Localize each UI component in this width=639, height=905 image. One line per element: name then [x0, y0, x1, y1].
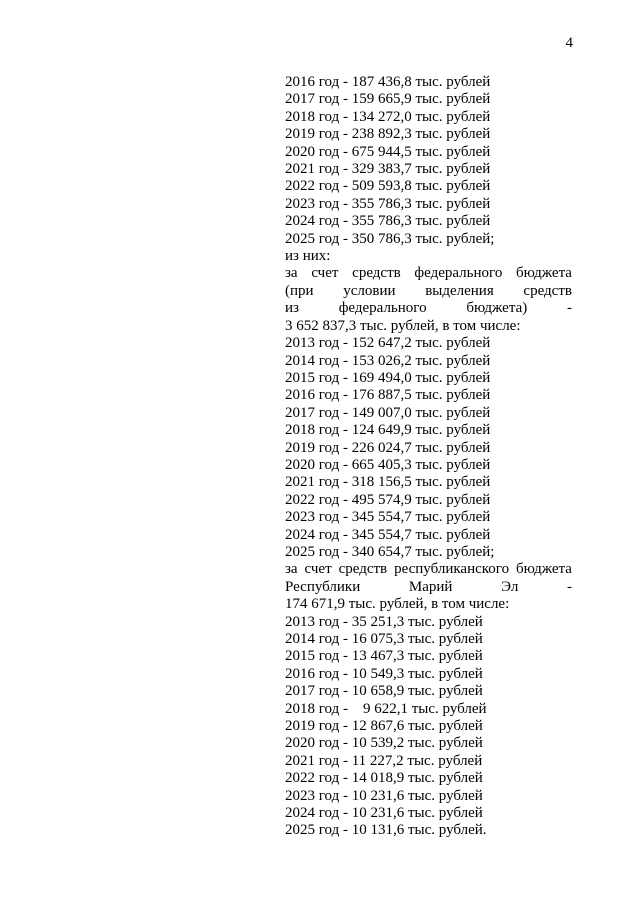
heading-word: средств	[338, 561, 388, 578]
heading-word: условии	[343, 282, 396, 299]
heading-word: за	[285, 561, 298, 578]
year-amount-line: 2017 год - 149 007,0 тыс. рублей	[285, 404, 491, 421]
document-body	[285, 74, 572, 840]
year-amount-line: 2013 год - 152 647,2 тыс. рублей	[285, 335, 491, 352]
year-amount-line: 2023 год - 345 554,7 тыс. рублей	[285, 509, 491, 526]
heading-word: -	[566, 578, 572, 595]
year-amount-line: 2024 год - 10 231,6 тыс. рублей	[285, 805, 483, 822]
heading-word: бюджета	[516, 265, 572, 282]
year-amount-line: 2014 год - 153 026,2 тыс. рублей	[285, 352, 491, 369]
year-amount-line: 2020 год - 675 944,5 тыс. рублей	[285, 143, 491, 160]
republic-heading-line-2	[285, 579, 572, 596]
year-amount-line: 2015 год - 169 494,0 тыс. рублей	[285, 369, 491, 386]
year-amount-line: 2024 год - 345 554,7 тыс. рублей	[285, 526, 491, 543]
heading-word: федерального	[338, 300, 427, 317]
heading-word: -	[566, 300, 572, 317]
year-amount-line: 2015 год - 13 467,3 тыс. рублей	[285, 648, 483, 665]
year-amount-line: 2020 год - 10 539,2 тыс. рублей	[285, 735, 483, 752]
federal-heading-line-2	[285, 283, 572, 300]
year-amount-line: 2016 год - 187 436,8 тыс. рублей	[285, 74, 491, 90]
year-amount-line: 2024 год - 355 786,3 тыс. рублей	[285, 213, 491, 230]
republic-years-list	[285, 614, 572, 840]
year-amount-line: 2022 год - 509 593,8 тыс. рублей	[285, 178, 491, 195]
federal-years-list	[285, 335, 572, 561]
year-amount-line: 2025 год - 340 654,7 тыс. рублей;	[285, 543, 495, 560]
from-them-label: из них:	[285, 248, 331, 265]
heading-word: из	[285, 300, 299, 317]
year-amount-line: 2022 год - 495 574,9 тыс. рублей	[285, 491, 491, 508]
year-amount-line: 2022 год - 14 018,9 тыс. рублей	[285, 770, 483, 787]
funding-years-total	[285, 74, 572, 248]
heading-word: счет	[311, 265, 339, 282]
heading-word: Эл	[501, 578, 519, 595]
heading-word: (при	[285, 282, 314, 299]
republic-heading-line-1	[285, 561, 572, 578]
heading-word: Марий	[408, 578, 453, 595]
year-amount-line: 2021 год - 329 383,7 тыс. рублей	[285, 161, 491, 178]
federal-heading-line-1	[285, 265, 572, 282]
heading-word: бюджета)	[466, 300, 528, 317]
heading-word: за	[285, 265, 298, 282]
heading-word: средств	[352, 265, 401, 282]
heading-word: бюджета	[516, 561, 572, 578]
year-amount-line: 2016 год - 10 549,3 тыс. рублей	[285, 665, 483, 682]
year-amount-line: 2019 год - 226 024,7 тыс. рублей	[285, 439, 491, 456]
republic-total: 174 671,9 тыс. рублей, в том числе:	[285, 596, 510, 613]
year-amount-line: 2016 год - 176 887,5 тыс. рублей	[285, 387, 491, 404]
heading-word: республиканского	[394, 561, 510, 578]
year-amount-line: 2017 год - 159 665,9 тыс. рублей	[285, 91, 491, 108]
federal-heading-line-3	[285, 300, 572, 317]
federal-total: 3 652 837,3 тыс. рублей, в том числе:	[285, 317, 521, 334]
year-amount-line: 2021 год - 11 227,2 тыс. рублей	[285, 752, 483, 769]
year-amount-line: 2013 год - 35 251,3 тыс. рублей	[285, 613, 483, 630]
year-amount-line: 2023 год - 355 786,3 тыс. рублей	[285, 195, 491, 212]
heading-word: Республики	[285, 578, 361, 595]
year-amount-line: 2025 год - 10 131,6 тыс. рублей.	[285, 822, 487, 839]
year-amount-line: 2018 год - 134 272,0 тыс. рублей	[285, 108, 491, 125]
heading-word: средств	[523, 282, 572, 299]
year-amount-line: 2021 год - 318 156,5 тыс. рублей	[285, 474, 491, 491]
page-number: 4	[565, 35, 573, 51]
year-amount-line: 2017 год - 10 658,9 тыс. рублей	[285, 683, 483, 700]
year-amount-line: 2019 год - 12 867,6 тыс. рублей	[285, 718, 483, 735]
year-amount-line: 2018 год - 9 622,1 тыс. рублей	[285, 700, 487, 717]
heading-word: выделения	[425, 282, 494, 299]
heading-word: федерального	[414, 265, 503, 282]
heading-word: счет	[304, 561, 332, 578]
year-amount-line: 2019 год - 238 892,3 тыс. рублей	[285, 126, 491, 143]
year-amount-line: 2020 год - 665 405,3 тыс. рублей	[285, 456, 491, 473]
year-amount-line: 2018 год - 124 649,9 тыс. рублей	[285, 422, 491, 439]
year-amount-line: 2014 год - 16 075,3 тыс. рублей	[285, 631, 483, 647]
year-amount-line: 2023 год - 10 231,6 тыс. рублей	[285, 787, 483, 804]
year-amount-line: 2025 год - 350 786,3 тыс. рублей;	[285, 230, 495, 247]
